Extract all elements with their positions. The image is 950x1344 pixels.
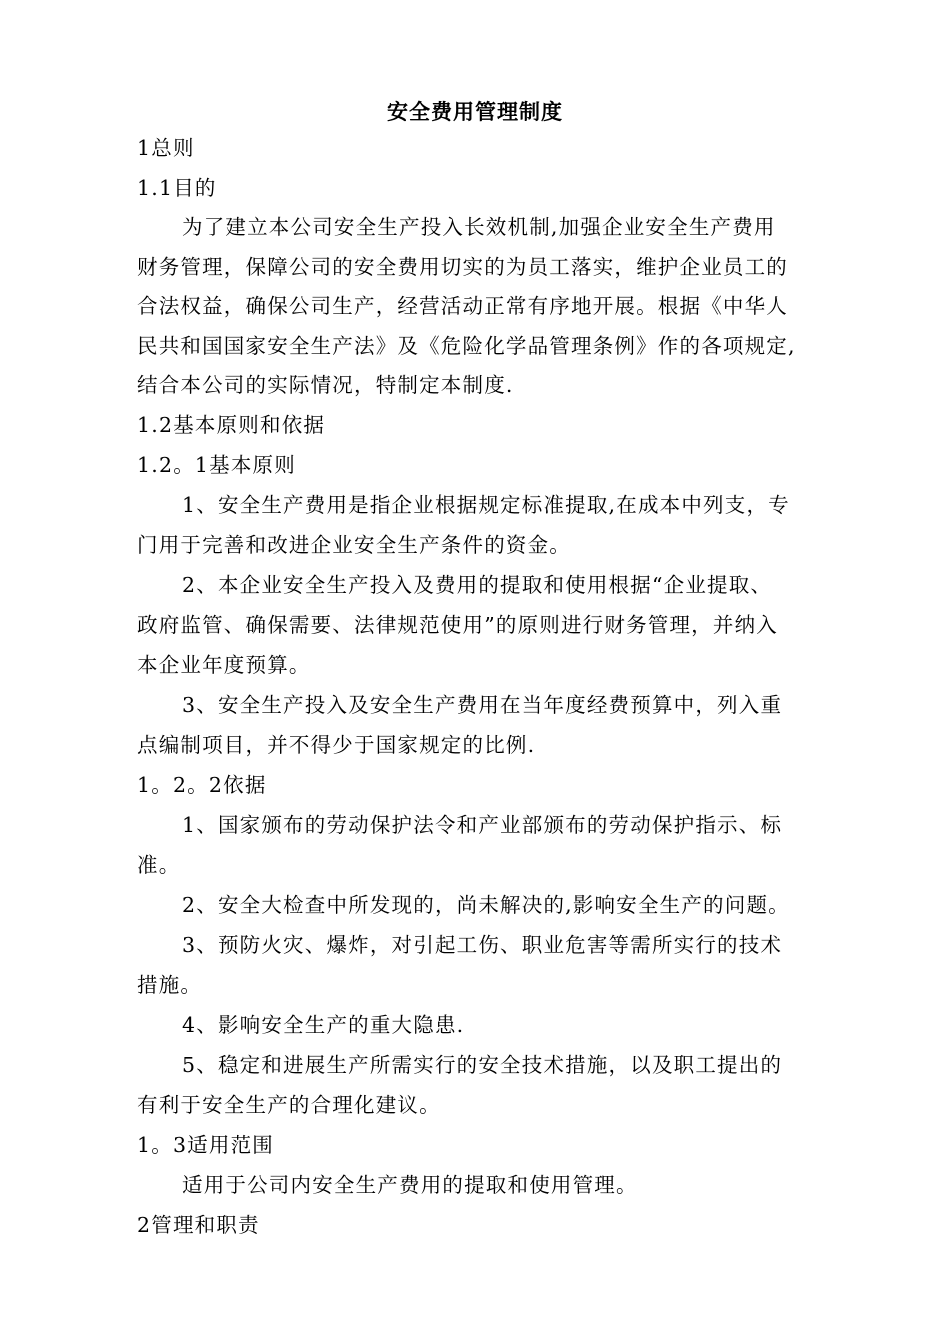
list-item-line: 措施。: [137, 973, 203, 997]
section-heading-basis: 1。2。2依据: [137, 773, 267, 797]
list-item-line: 5、稳定和进展生产所需实行的安全技术措施，以及职工提出的: [182, 1053, 783, 1077]
list-item-line: 点编制项目，并不得少于国家规定的比例.: [137, 733, 536, 757]
section-heading-scope: 1。3适用范围: [137, 1133, 274, 1157]
list-item-line: 本企业年度预算。: [137, 653, 311, 677]
section-heading-general: 1总则: [137, 136, 195, 160]
list-item-line: 有利于安全生产的合理化建议。: [137, 1093, 441, 1117]
list-item-line: 政府监管、确保需要、法律规范使用”的原则进行财务管理，并纳入: [137, 613, 778, 637]
list-item-line: 1、国家颁布的劳动保护法令和产业部颁布的劳动保护指示、标: [182, 813, 783, 837]
paragraph-line: 财务管理，保障公司的安全费用切实的为员工落实，维护企业员工的: [137, 255, 788, 279]
list-item-line: 4、影响安全生产的重大隐患.: [182, 1013, 465, 1037]
paragraph-line: 适用于公司内安全生产费用的提取和使用管理。: [182, 1173, 638, 1197]
list-item-line: 门用于完善和改进企业安全生产条件的资金。: [137, 533, 571, 557]
list-item-line: 1、安全生产费用是指企业根据规定标准提取,在成本中列支，专: [182, 493, 790, 517]
section-heading-basic-principles: 1.2。1基本原则: [137, 453, 296, 477]
list-item-line: 2、本企业安全生产投入及费用的提取和使用根据“企业提取、: [182, 573, 773, 597]
list-item-line: 准。: [137, 853, 181, 877]
paragraph-line: 合法权益，确保公司生产，经营活动正常有序地开展。根据《中华人: [137, 294, 788, 318]
document-title: 安全费用管理制度: [387, 99, 563, 124]
section-heading-management: 2管理和职责: [137, 1213, 260, 1237]
paragraph-line: 结合本公司的实际情况，特制定本制度.: [137, 373, 514, 397]
section-heading-purpose: 1.1目的: [137, 176, 217, 200]
paragraph-line: 民共和国国家安全生产法》及《危险化学品管理条例》作的各项规定,: [137, 334, 796, 358]
list-item-line: 3、安全生产投入及安全生产费用在当年度经费预算中，列入重: [182, 693, 783, 717]
list-item-line: 2、安全大检查中所发现的，尚未解决的,影响安全生产的问题。: [182, 893, 790, 917]
section-heading-principles: 1.2基本原则和依据: [137, 413, 326, 437]
paragraph-line: 为了建立本公司安全生产投入长效机制,加强企业安全生产费用: [182, 215, 776, 239]
list-item-line: 3、预防火灾、爆炸，对引起工伤、职业危害等需所实行的技术: [182, 933, 783, 957]
